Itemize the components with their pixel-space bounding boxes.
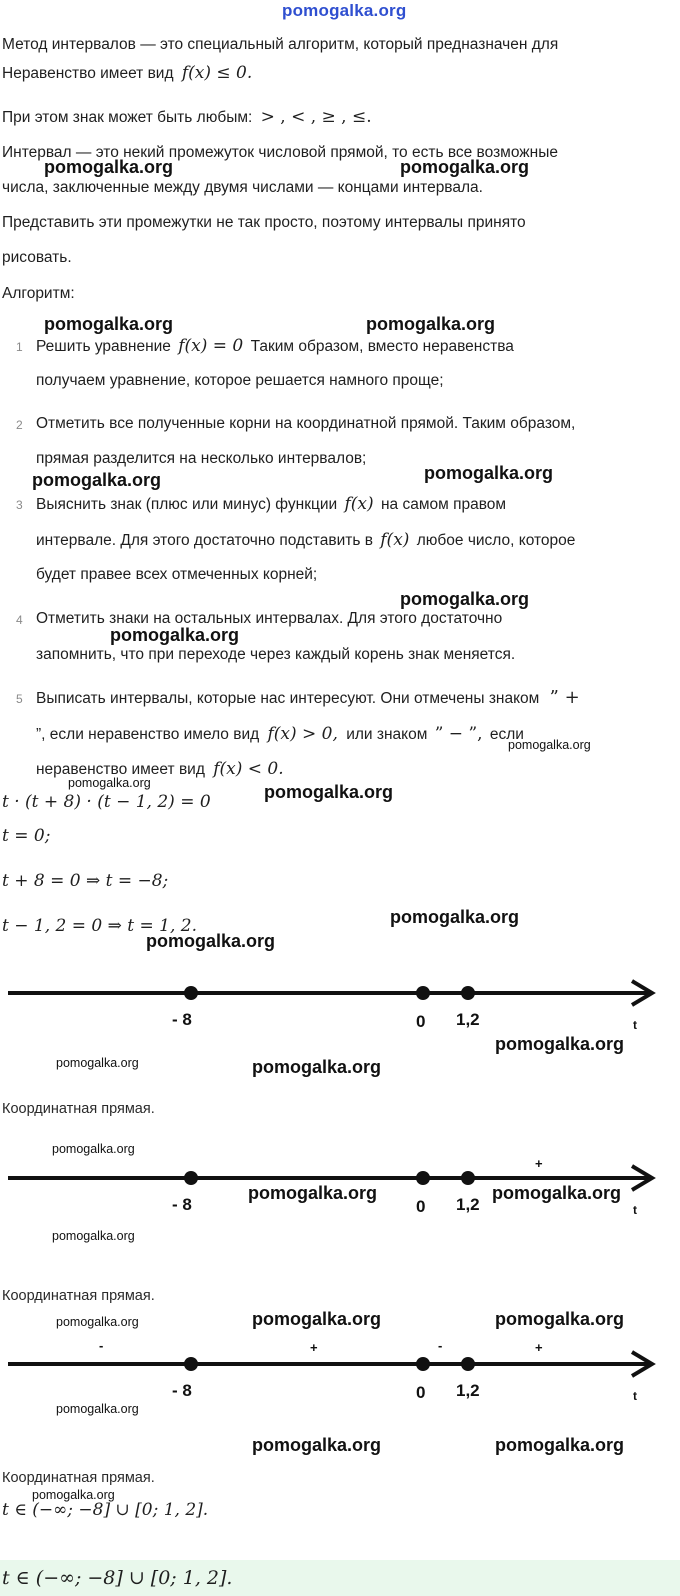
label-t: t xyxy=(633,1389,637,1403)
step-1-number: 1 xyxy=(16,340,23,354)
watermark: pomogalka.org xyxy=(495,1309,625,1329)
watermark: pomogalka.org xyxy=(424,463,554,483)
watermark: pomogalka.org xyxy=(390,907,520,927)
watermark: pomogalka.org xyxy=(495,1034,625,1054)
watermark: pomogalka.org xyxy=(32,1488,115,1502)
step-3-number: 3 xyxy=(16,498,23,512)
step-4-line-a: Отметить знаки на остальных интервалах. Для этого достаточно xyxy=(36,610,503,627)
algorithm-heading: Алгоритм: xyxy=(2,285,75,302)
answer-highlighted-text: t ∈ (−∞; −8] ∪ [0; 1, 2]. xyxy=(2,1567,233,1589)
step-3-line-c: будет правее всех отмеченных корней; xyxy=(36,566,318,583)
step-5-line-a: Выписать интервалы, которые нас интересуют. Они отмечены знаком ” + xyxy=(36,687,580,708)
sign-minus-1: - xyxy=(99,1338,104,1353)
watermark: pomogalka.org xyxy=(248,1183,378,1203)
watermark: pomogalka.org xyxy=(52,1142,135,1156)
watermark: pomogalka.org xyxy=(146,931,276,951)
point-minus-8 xyxy=(184,1357,198,1371)
step-4-number: 4 xyxy=(16,613,23,627)
label-0: 0 xyxy=(416,1012,426,1031)
watermark: pomogalka.org xyxy=(56,1315,139,1329)
watermark: pomogalka.org xyxy=(508,738,591,752)
label-1-2: 1,2 xyxy=(456,1195,480,1214)
step-1-line-a: Решить уравнение f(x) = 0 Таким образом, вместо неравенства xyxy=(36,336,514,356)
step-2-number: 2 xyxy=(16,418,23,432)
intro-line-1: Метод интервалов — это специальный алгоритм, который предназначен для xyxy=(2,36,559,53)
step-4-line-b: запомнить, что при переходе через каждый корень знак меняется. xyxy=(36,646,516,663)
number-line-3 xyxy=(0,1334,680,1406)
watermark: pomogalka.org xyxy=(252,1309,382,1329)
label-minus-8: - 8 xyxy=(172,1195,192,1214)
point-0 xyxy=(416,1357,430,1371)
label-0: 0 xyxy=(416,1383,426,1402)
step-1-line-b: получаем уравнение, которое решается намного проще; xyxy=(36,372,444,389)
label-0: 0 xyxy=(416,1197,426,1216)
watermark: pomogalka.org xyxy=(44,157,174,177)
sign-plus: + xyxy=(535,1156,543,1171)
watermark: pomogalka.org xyxy=(52,1229,135,1243)
step-2-line-b: прямая разделится на несколько интервалов; xyxy=(36,450,367,467)
watermark: pomogalka.org xyxy=(68,776,151,790)
answer-plain: t ∈ (−∞; −8] ∪ [0; 1, 2]. xyxy=(2,1500,209,1520)
sign-minus-2: - xyxy=(438,1338,443,1353)
step-5-number: 5 xyxy=(16,692,23,706)
point-1-2 xyxy=(461,1357,475,1371)
watermark: pomogalka.org xyxy=(264,782,394,802)
step-3-line-a: Выяснить знак (плюс или минус) функции f(x) на самом правом xyxy=(36,494,507,514)
equation-4: t − 1, 2 = 0 ⇒ t = 1, 2. xyxy=(2,916,197,936)
step-3-line-b: интервале. Для этого достаточно подставить в f(x) любое число, которое xyxy=(36,530,576,550)
point-minus-8 xyxy=(184,986,198,1000)
label-minus-8: - 8 xyxy=(172,1010,192,1029)
watermark: pomogalka.org xyxy=(110,625,240,645)
caption-1: Координатная прямая. xyxy=(2,1101,155,1117)
sign-plus-2: + xyxy=(535,1340,543,1355)
watermark: pomogalka.org xyxy=(492,1183,622,1203)
point-0 xyxy=(416,1171,430,1185)
point-1-2 xyxy=(461,986,475,1000)
intro-line-4: Интервал — это некий промежуток числовой прямой, то есть все возможные xyxy=(2,144,558,161)
intro-line-7: рисовать. xyxy=(2,249,72,266)
point-minus-8 xyxy=(184,1171,198,1185)
intro-line-3: При этом знак может быть любым: > , < , ≥ , ≤. xyxy=(2,107,372,127)
step-2-line-a: Отметить все полученные корни на координатной прямой. Таким образом, xyxy=(36,415,576,432)
label-1-2: 1,2 xyxy=(456,1010,480,1029)
watermark: pomogalka.org xyxy=(252,1057,382,1077)
point-1-2 xyxy=(461,1171,475,1185)
site-watermark-top: pomogalka.org xyxy=(282,1,407,20)
step-5-line-c: неравенство имеет вид f(x) < 0. xyxy=(36,759,284,779)
watermark: pomogalka.org xyxy=(56,1402,139,1416)
step-5-line-b: ”, если неравенство имело вид f(x) > 0, или знаком ” − ”, если xyxy=(36,724,524,744)
watermark: pomogalka.org xyxy=(495,1435,625,1455)
watermark: pomogalka.org xyxy=(400,589,530,609)
intro-line-2: Неравенство имеет вид f(x) ≤ 0. xyxy=(2,63,253,83)
watermark: pomogalka.org xyxy=(252,1435,382,1455)
equation-3: t + 8 = 0 ⇒ t = −8; xyxy=(2,871,169,891)
label-minus-8: - 8 xyxy=(172,1381,192,1400)
sign-plus-1: + xyxy=(310,1340,318,1355)
intro-line-6: Представить эти промежутки не так просто, поэтому интервалы принято xyxy=(2,214,526,231)
caption-3: Координатная прямая. xyxy=(2,1470,155,1486)
watermark: pomogalka.org xyxy=(366,314,496,334)
watermark: pomogalka.org xyxy=(44,314,174,334)
watermark: pomogalka.org xyxy=(400,157,530,177)
label-t: t xyxy=(633,1203,637,1217)
caption-2: Координатная прямая. xyxy=(2,1288,155,1304)
label-1-2: 1,2 xyxy=(456,1381,480,1400)
label-t: t xyxy=(633,1018,637,1032)
equation-1: t · (t + 8) · (t − 1, 2) = 0 xyxy=(2,792,211,812)
equation-2: t = 0; xyxy=(2,826,51,846)
point-0 xyxy=(416,986,430,1000)
number-line-1 xyxy=(0,975,680,1035)
intro-line-5: числа, заключенные между двумя числами — концами интервала. xyxy=(2,179,483,196)
watermark: pomogalka.org xyxy=(56,1056,139,1070)
watermark: pomogalka.org xyxy=(32,470,162,490)
